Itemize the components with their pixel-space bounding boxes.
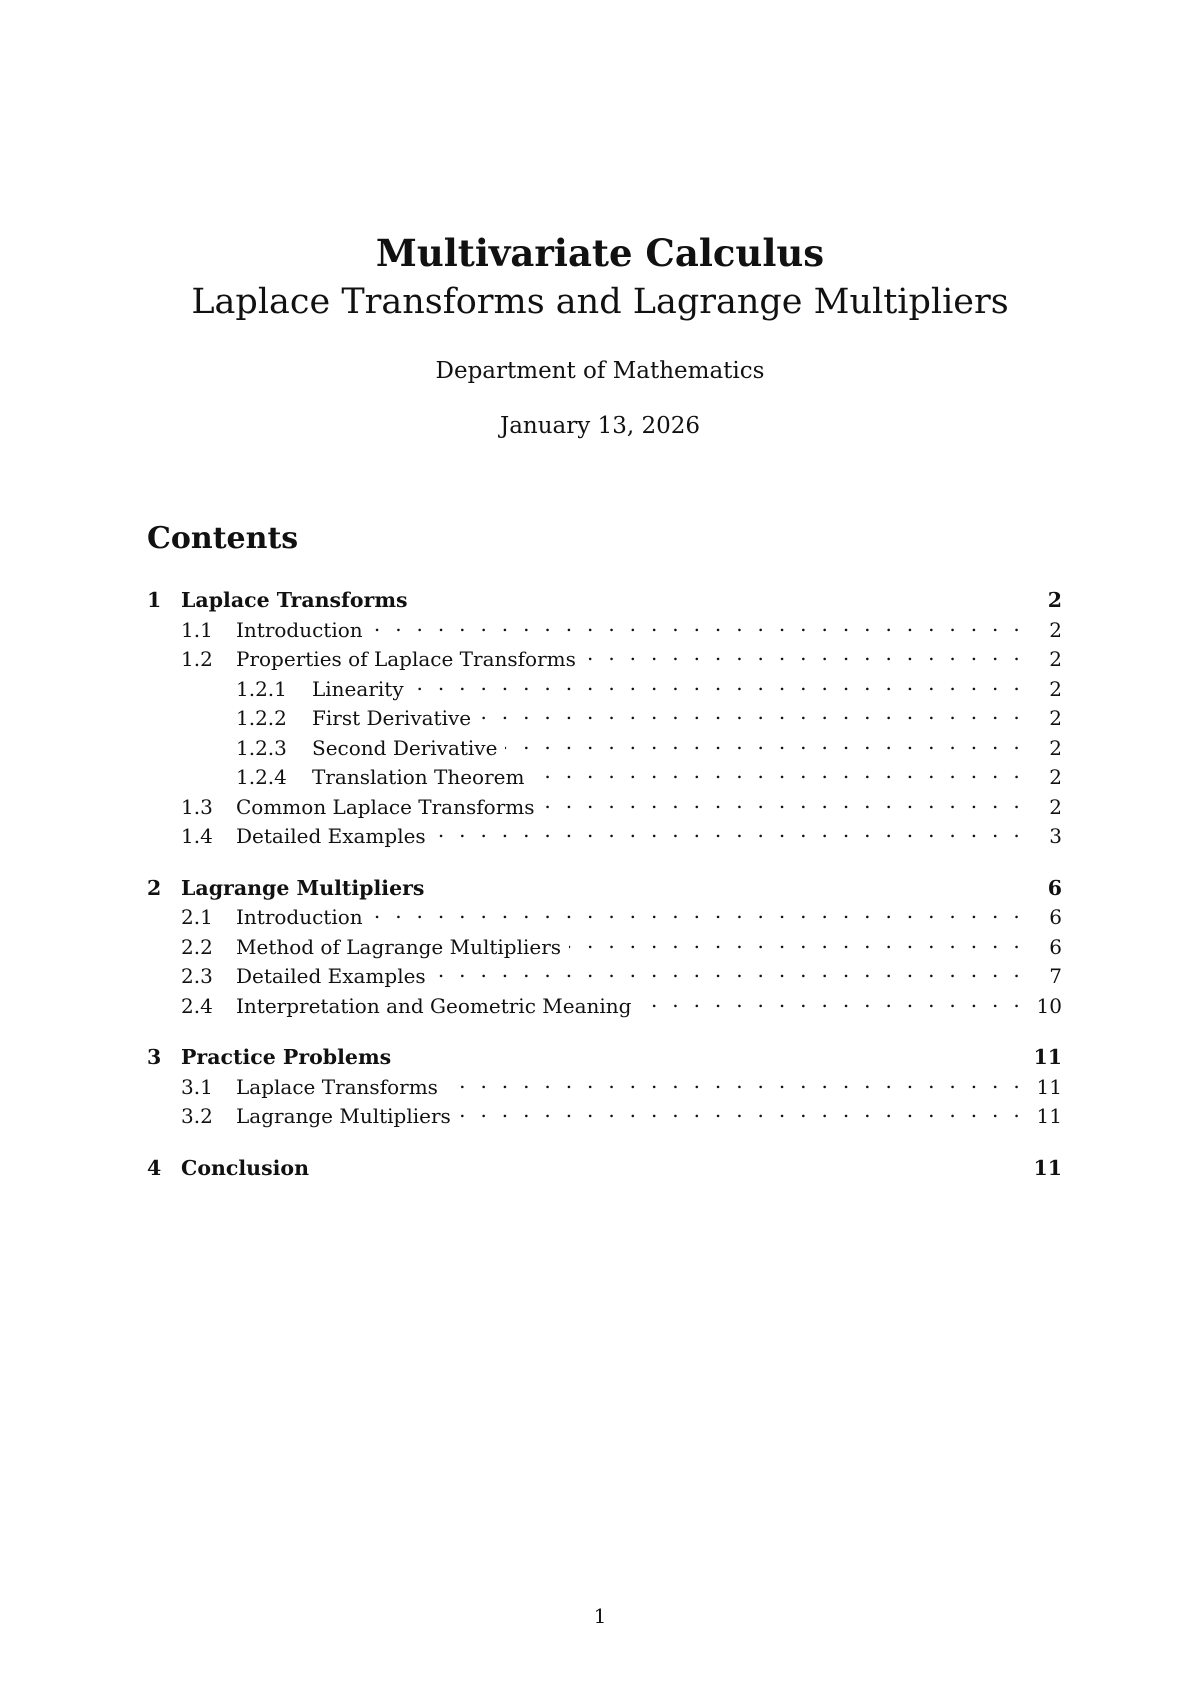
toc-entry-page: 2 bbox=[1049, 647, 1062, 671]
toc-entry-number: 2.4 bbox=[181, 993, 213, 1018]
toc-entry-page: 11 bbox=[1036, 1074, 1062, 1099]
toc-entry-page: 2 bbox=[1049, 735, 1062, 760]
toc-entry-label: Laplace Transforms bbox=[181, 588, 408, 612]
toc-entry-number: 1 bbox=[147, 588, 162, 612]
toc-entry-page: 6 bbox=[1049, 905, 1062, 929]
toc-dot-leader bbox=[416, 587, 1024, 608]
toc-entry-number: 1.4 bbox=[181, 824, 213, 848]
toc-entry-number: 2 bbox=[147, 875, 162, 900]
document-subtitle: Laplace Transforms and Lagrange Multipliers bbox=[191, 282, 1009, 322]
toc-entry-page: 10 bbox=[1036, 993, 1062, 1018]
toc-entry-page: 6 bbox=[1049, 934, 1062, 959]
toc-dot-leader bbox=[434, 963, 1024, 983]
title-block bbox=[0, 228, 1200, 441]
toc-entry-number: 3.1 bbox=[181, 1074, 213, 1099]
toc-dot-leader bbox=[479, 705, 1024, 725]
toc-section-1[interactable] bbox=[147, 586, 1062, 616]
document-date: January 13, 2026 bbox=[500, 413, 700, 439]
toc-dot-leader bbox=[569, 934, 1024, 954]
toc-entry-label: Properties of Laplace Transforms bbox=[236, 647, 576, 671]
toc-subsection-1-3[interactable] bbox=[147, 793, 1062, 823]
toc-dot-leader bbox=[459, 1103, 1024, 1123]
toc-entry-number: 2.3 bbox=[181, 964, 213, 988]
toc-dot-leader bbox=[371, 617, 1024, 637]
toc-entry-label: Laplace Transforms bbox=[236, 1074, 438, 1099]
toc-entry-page: 2 bbox=[1049, 617, 1062, 642]
toc-dot-leader bbox=[371, 904, 1024, 924]
toc-entry-number: 1.3 bbox=[181, 794, 213, 819]
toc-entry-number: 1.1 bbox=[181, 617, 213, 642]
toc-dot-leader bbox=[399, 1044, 1024, 1065]
toc-section-4[interactable] bbox=[147, 1154, 1062, 1184]
toc-dot-leader bbox=[505, 735, 1024, 755]
toc-entry-number: 1.2.4 bbox=[236, 765, 287, 789]
toc-entry-label: Practice Problems bbox=[181, 1045, 392, 1069]
toc-subsection-2-1[interactable] bbox=[147, 903, 1062, 933]
toc-entry-number: 4 bbox=[147, 1155, 162, 1180]
toc-entry-label: Interpretation and Geometric Meaning bbox=[236, 993, 632, 1018]
toc-entry-label: Second Derivative bbox=[312, 735, 498, 760]
toc-entry-label: First Derivative bbox=[312, 706, 472, 730]
toc-entry-page: 2 bbox=[1049, 676, 1062, 701]
toc-entry-page: 7 bbox=[1049, 964, 1062, 988]
table-of-contents bbox=[147, 586, 1062, 1205]
toc-subsubsection-1-2-3[interactable] bbox=[147, 734, 1062, 764]
toc-dot-leader bbox=[434, 823, 1024, 843]
toc-subsubsection-1-2-2[interactable] bbox=[147, 704, 1062, 734]
toc-entry-page: 3 bbox=[1049, 824, 1062, 848]
toc-dot-leader bbox=[584, 646, 1024, 666]
toc-entry-label: Lagrange Multipliers bbox=[236, 1104, 451, 1128]
toc-entry-label: Introduction bbox=[236, 617, 363, 642]
toc-subsubsection-1-2-4[interactable] bbox=[147, 763, 1062, 793]
toc-dot-leader bbox=[412, 676, 1024, 696]
toc-entry-number: 1.2.2 bbox=[236, 706, 287, 730]
document-author: Department of Mathematics bbox=[435, 358, 765, 384]
toc-subsection-3-2[interactable] bbox=[147, 1102, 1062, 1132]
toc-entry-label: Linearity bbox=[312, 676, 404, 701]
toc-section-group bbox=[147, 874, 1062, 1022]
toc-entry-page: 11 bbox=[1033, 1155, 1062, 1180]
toc-entry-page: 2 bbox=[1047, 588, 1062, 612]
toc-subsubsection-1-2-1[interactable] bbox=[147, 675, 1062, 705]
toc-entry-label: Detailed Examples bbox=[236, 824, 426, 848]
toc-section-group bbox=[147, 586, 1062, 852]
toc-entry-label: Conclusion bbox=[181, 1155, 309, 1180]
page-number: 1 bbox=[593, 1604, 607, 1628]
toc-entry-label: Lagrange Multipliers bbox=[181, 875, 425, 900]
toc-entry-label: Common Laplace Transforms bbox=[236, 794, 535, 819]
toc-subsection-1-1[interactable] bbox=[147, 616, 1062, 646]
toc-entry-page: 2 bbox=[1049, 794, 1062, 819]
toc-subsection-2-4[interactable] bbox=[147, 992, 1062, 1022]
toc-subsection-2-3[interactable] bbox=[147, 962, 1062, 992]
toc-entry-page: 6 bbox=[1047, 875, 1062, 900]
toc-entry-label: Method of Lagrange Multipliers bbox=[236, 934, 562, 959]
toc-entry-number: 2.1 bbox=[181, 905, 213, 929]
toc-subsection-3-1[interactable] bbox=[147, 1073, 1062, 1103]
toc-subsection-2-2[interactable] bbox=[147, 933, 1062, 963]
toc-dot-leader bbox=[432, 874, 1024, 895]
toc-entry-page: 2 bbox=[1049, 765, 1062, 789]
toc-dot-leader bbox=[446, 1074, 1024, 1094]
toc-section-group bbox=[147, 1154, 1062, 1184]
toc-entry-label: Detailed Examples bbox=[236, 964, 426, 988]
toc-dot-leader bbox=[639, 993, 1024, 1013]
toc-entry-number: 1.2.3 bbox=[236, 735, 287, 760]
toc-section-3[interactable] bbox=[147, 1043, 1062, 1073]
toc-subsection-1-2[interactable] bbox=[147, 645, 1062, 675]
toc-section-group bbox=[147, 1043, 1062, 1132]
document-title: Multivariate Calculus bbox=[375, 231, 825, 275]
toc-heading: Contents bbox=[147, 521, 299, 556]
toc-entry-number: 3 bbox=[147, 1045, 162, 1069]
toc-dot-leader bbox=[532, 764, 1024, 784]
toc-entry-page: 2 bbox=[1049, 706, 1062, 730]
toc-section-2[interactable] bbox=[147, 874, 1062, 904]
toc-entry-number: 1.2 bbox=[181, 647, 213, 671]
toc-entry-label: Introduction bbox=[236, 905, 363, 929]
toc-entry-number: 2.2 bbox=[181, 934, 213, 959]
toc-entry-number: 3.2 bbox=[181, 1104, 213, 1128]
toc-entry-label: Translation Theorem bbox=[312, 765, 525, 789]
toc-subsection-1-4[interactable] bbox=[147, 822, 1062, 852]
toc-entry-page: 11 bbox=[1036, 1104, 1062, 1128]
toc-entry-number: 1.2.1 bbox=[236, 676, 287, 701]
toc-entry-page: 11 bbox=[1033, 1045, 1062, 1069]
toc-dot-leader bbox=[542, 794, 1024, 814]
toc-dot-leader bbox=[317, 1154, 1024, 1175]
